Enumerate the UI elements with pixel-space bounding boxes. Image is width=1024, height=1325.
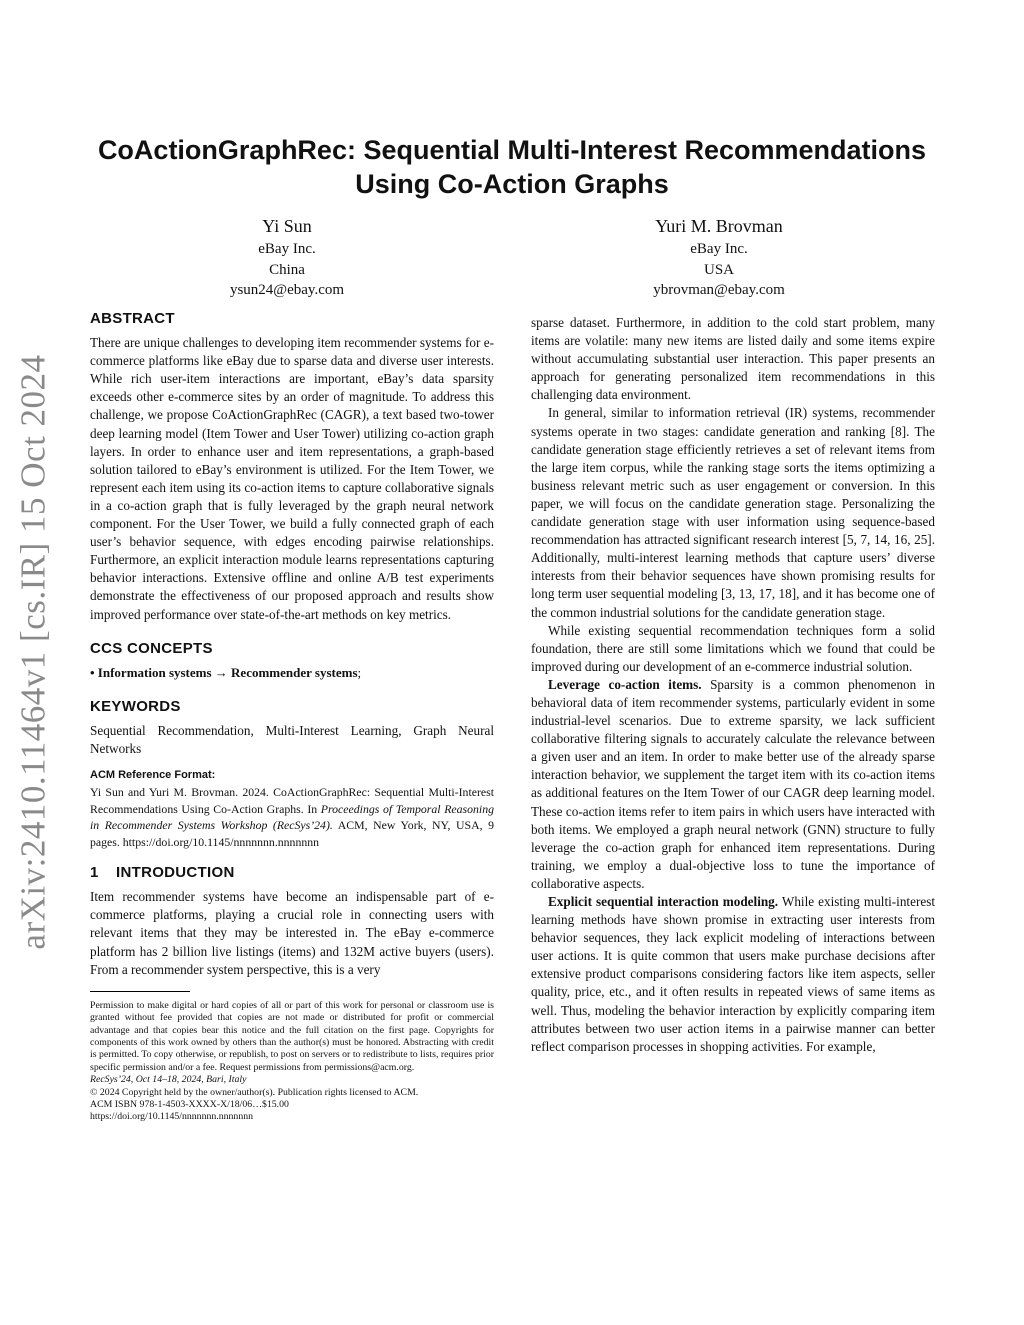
author-name: Yi Sun xyxy=(262,216,312,236)
abstract-heading: ABSTRACT xyxy=(90,310,175,327)
section-title: INTRODUCTION xyxy=(116,864,235,882)
arxiv-id: arXiv:2410.11464v1 [cs.IR] 15 Oct 2024 xyxy=(14,354,53,950)
footnote-venue: RecSys’24, Oct 14–18, 2024, Bari, Italy xyxy=(90,1074,247,1086)
intro-paragraph-4 xyxy=(531,676,935,893)
ccs-suffix: ; xyxy=(357,664,362,680)
abstract-text: There are unique challenges to developing item recommender systems for e-commerce platforms like eBay due to sparse data and diverse user interests. While rich user-item interactions are important, eBay’s data sparsity exceeds other e-commerce sites by an order of magnitude. To address this challenge, we propose CoActionGraphRec (CAGR), a text based two-tower deep learning model (Item Tower and User Tower) utilizing co-action graph layers. In order to enhance user and item representations, a graph-based solution tailored to eBay’s environment is utilized. For the Item Tower, we represent each item using its co-action items to capture collaborative signals in a co-action graph that is fully leveraged by the graph neural network component. For the User Tower, we build a fully connected graph of each user’s behavior sequence, with edges encoding pairwise relationships. Furthermore, an explicit interaction module learns representations capturing behavior interactions. Extensive offline and online A/B test experiments demonstrate the effectiveness of our proposed approach and results show improved performance over state-of-the-art methods on key metrics. xyxy=(90,335,494,622)
footnote-doi: https://doi.org/10.1145/nnnnnnn.nnnnnnn xyxy=(90,1111,254,1123)
introduction-heading xyxy=(90,864,494,882)
acm-reference-part2: ACM, New York, NY, USA, 9 pages. https://doi.org/10.1145/nnnnnnn.nnnnnnn xyxy=(90,818,494,849)
author-block-1 xyxy=(117,214,457,301)
author-country: USA xyxy=(703,261,734,278)
paragraph-body: While existing multi-interest learning methods have shown promise in extracting user interests from behavior sequences, they lack explicit modeling of interactions between user actions. It is quite common that users make purchase decisions after extensive product comparisons considering factors like item aspects, seller quality, price, etc., and it often results in repeated views of same items as well. Thus, modeling the behavior interaction by explicitly comparing item attributes between two user action items in a pairwise manner can better reflect comparison processes in shopping activities. For example, xyxy=(531,894,935,1054)
acm-reference-part1: Yi Sun and Yuri M. Brovman. 2024. CoActionGraphRec: Sequential Multi-Interest Recommendations Using Co-Action Graphs. In xyxy=(90,785,494,816)
paper-title: CoActionGraphRec: Sequential Multi-Interest Recommendations Using Co-Action Graphs xyxy=(97,135,927,199)
intro-paragraph-5 xyxy=(531,893,935,1056)
intro-paragraph-2: In general, similar to information retrieval (IR) systems, recommender systems operate in two stages: candidate generation and ranking [8]. The candidate generation stage efficiently retrieves a set of relevant items from the large item corpus, while the ranking stage sorts the items optimizing a business relevant metric such as user engagement or conversion. In this paper, we will focus on the candidate generation stage. Personalizing the candidate generation stage with user information using sequence-based recommendation has attracted significant research interest [5, 7, 14, 16, 25]. Additionally, multi-interest learning methods that capture users’ diverse interests from their behavior sequences have shown promising results for long term user sequential modeling [3, 13, 17, 18], and it has become one of the common industrial solutions for the candidate generation stage. xyxy=(531,405,935,620)
author-affiliation: eBay Inc. xyxy=(258,241,316,257)
footnote-isbn: ACM ISBN 978-1-4503-XXXX-X/18/06…$15.00 xyxy=(90,1098,289,1110)
acm-reference-heading: ACM Reference Format: xyxy=(90,769,216,782)
footnote-permission: Permission to make digital or hard copies of all or part of this work for personal or classroom use is granted without fee provided that copies are not made or distributed for profit or commercial advantage and that copies bear this notice and the full citation on the first page. Copyrights for components of this work owned by others than the author(s) must be honored. Abstracting with credit is permitted. To copy otherwise, or republish, to post on servers or to redistribute to lists, requires prior specific permission and/or a fee. Request permissions from permissions@acm.org. xyxy=(90,999,494,1073)
footnote-copyright: © 2024 Copyright held by the owner/author(s). Publication rights licensed to ACM. xyxy=(90,1086,419,1098)
intro-continuation: sparse dataset. Furthermore, in addition to the cold start problem, many items are volatile: many new items are listed daily and some items expire without accumulating substantial user interaction. This paper presents an approach for generating personalized item recommendations in this challenging data environment. xyxy=(531,315,935,403)
ccs-heading: CCS CONCEPTS xyxy=(90,639,213,657)
author-country: China xyxy=(269,261,305,278)
paragraph-body: Sparsity is a common phenomenon in behavioral data of item recommender systems, particularly evident in some industrial-level scenarios. Due to extreme sparsity, we lack sufficient collaborative filtering signals to accurately calculate the relevance between a given user and an item. In order to make better use of the already sparse interaction behavior, we supplement the target item with its co-action items as additional features on the Item Tower of our CAGR deep learning model. These co-action items refer to item pairs in which users have interacted with both items. We employed a graph neural network (GNN) structure to fully leverage the co-action graph for enhanced item representations. During training, we employ a dual-objective loss to tune the importance of collaborative aspects. xyxy=(531,676,935,891)
arxiv-watermark xyxy=(8,354,60,950)
footnote-rule xyxy=(90,991,190,992)
author-affiliation: eBay Inc. xyxy=(690,241,748,257)
intro-paragraph-3: While existing sequential recommendation techniques form a solid foundation, there are still some limitations which we found that could be improved during our development of an e-commerce industrial solution. xyxy=(531,622,935,674)
keywords-text: Sequential Recommendation, Multi-Interest Learning, Graph Neural Networks xyxy=(90,722,494,756)
left-column xyxy=(90,310,494,1124)
author-block-2 xyxy=(549,214,889,301)
author-email: ysun24@ebay.com xyxy=(229,282,345,298)
acm-reference-text xyxy=(90,784,494,850)
author-email: ybrovman@ebay.com xyxy=(653,282,785,298)
paragraph-lead: Leverage co-action items. xyxy=(548,676,702,692)
section-number: 1 xyxy=(90,864,99,882)
right-column xyxy=(531,314,935,1056)
paragraph-lead: Explicit sequential interaction modeling. xyxy=(548,894,779,909)
author-name: Yuri M. Brovman xyxy=(655,216,783,236)
keywords-heading: KEYWORDS xyxy=(90,697,181,715)
footnote xyxy=(90,1000,494,1124)
acm-reference-venue: Proceedings of Temporal Reasoning in Recommender Systems Workshop (RecSys’24). xyxy=(90,801,494,833)
ccs-concept-text: • Information systems → Recommender systems xyxy=(90,664,358,680)
ccs-concept xyxy=(90,664,494,682)
introduction-paragraph: Item recommender systems have become an indispensable part of e-commerce platforms, playing a crucial role in connecting users with relevant items that they may be interested in. The eBay e-commerce platform has 2 billion live listings (items) and 132M active buyers (users). From a recommender system perspective, this is a very xyxy=(90,889,494,977)
